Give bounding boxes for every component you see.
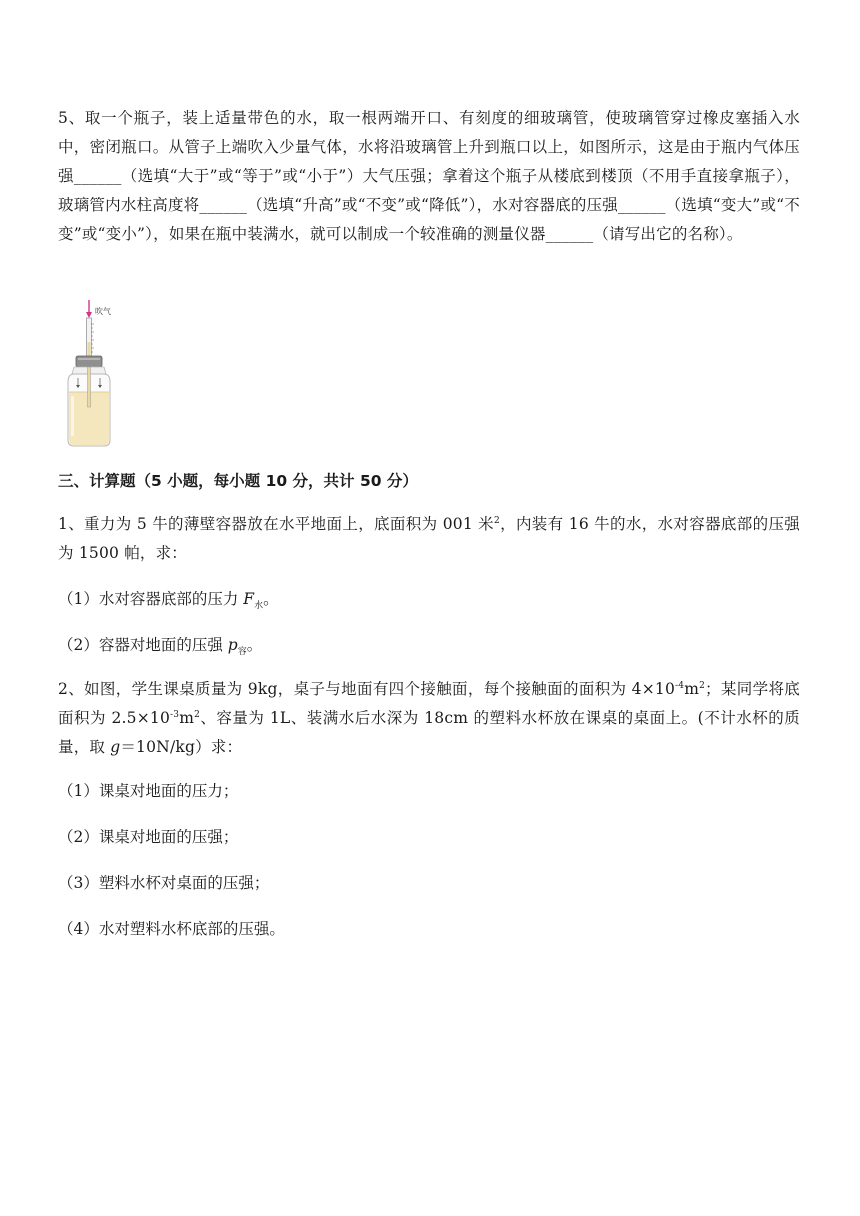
variable: g (110, 738, 121, 756)
calc-2-part-3: （3）塑料水杯对桌面的压强； (58, 874, 270, 892)
calc-1-part-1 (58, 588, 279, 610)
part-text: 。 (263, 590, 279, 608)
calc-1-stem-part: 1、重力为 5 牛的薄壁容器放在水平地面上，底面积为 001 米 (58, 515, 495, 533)
superscript: 2 (699, 680, 706, 691)
superscript: -3 (170, 709, 180, 720)
bottle-diagram-icon (62, 292, 132, 450)
part-text: （1）水对容器底部的压力 (58, 590, 244, 608)
part-text: 。 (246, 636, 263, 654)
calc-2-part-1: （1）课桌对地面的压力； (58, 782, 239, 800)
calc-2-stem-part: m (684, 680, 700, 698)
variable: p (227, 636, 238, 654)
variable: F (243, 590, 255, 608)
superscript: -4 (675, 680, 685, 691)
calc-2-stem-part: ；某同学将底面积为 2.5×10 (58, 680, 800, 727)
calc-2-part-4: （4）水对塑料水杯底部的压强。 (58, 920, 285, 938)
superscript: 2 (194, 709, 201, 720)
question-5-text: 5、取一个瓶子，装上适量带色的水，取一根两端开口、有刻度的细玻璃管，使玻璃管穿过橡皮塞插入水中，密闭瓶口。从管子上端吹入少量气体，水将沿玻璃管上升到瓶口以上，如图所示，这是由于瓶内气体压强______（选填“大于”或“等于”或“小于”）大气压强；拿着这个瓶子从楼底到楼顶（不用手直接拿瓶子），玻璃管内水柱高度将______（选填“升高”或“不变”或“降低”），水对容器底的压强______（选填“变大”或“不变”或“变小”），如果在瓶中装满水，就可以制成一个较准确的测量仪器______（请写出它的名称）。 (58, 109, 800, 243)
calc-1-stem-part: ，内装有 16 牛的水，水对容器底部的压强为 1500 帕，求： (58, 515, 801, 562)
part-text: （2）容器对地面的压强 (58, 636, 228, 654)
subscript: 容 (237, 647, 247, 658)
figure-label: 吹气 (95, 307, 111, 316)
calc-2-stem-part: 、容量为 1L、装满水后水深为 18cm 的塑料水杯放在课桌的桌面上。(不计水杯的质量，取 (58, 709, 800, 756)
calc-2-part-2: （2）课桌对地面的压强； (58, 828, 239, 846)
calc-1-part-2 (58, 634, 262, 656)
bottle-figure (62, 292, 132, 450)
calc-2-stem-part: ＝10N/kg）求： (120, 738, 243, 756)
subscript: 水 (254, 601, 264, 612)
calc-2-stem-part: 2、如图，学生课桌质量为 9kg，桌子与地面有四个接触面，每个接触面的面积为 4×10 (58, 680, 676, 698)
calc-2-stem-part: m (179, 709, 195, 727)
section-heading: 三、计算题（5 小题，每小题 10 分，共计 50 分） (58, 472, 418, 490)
calc-2-stem (58, 675, 800, 762)
superscript: 2 (494, 515, 500, 526)
calc-1-stem (58, 510, 800, 568)
